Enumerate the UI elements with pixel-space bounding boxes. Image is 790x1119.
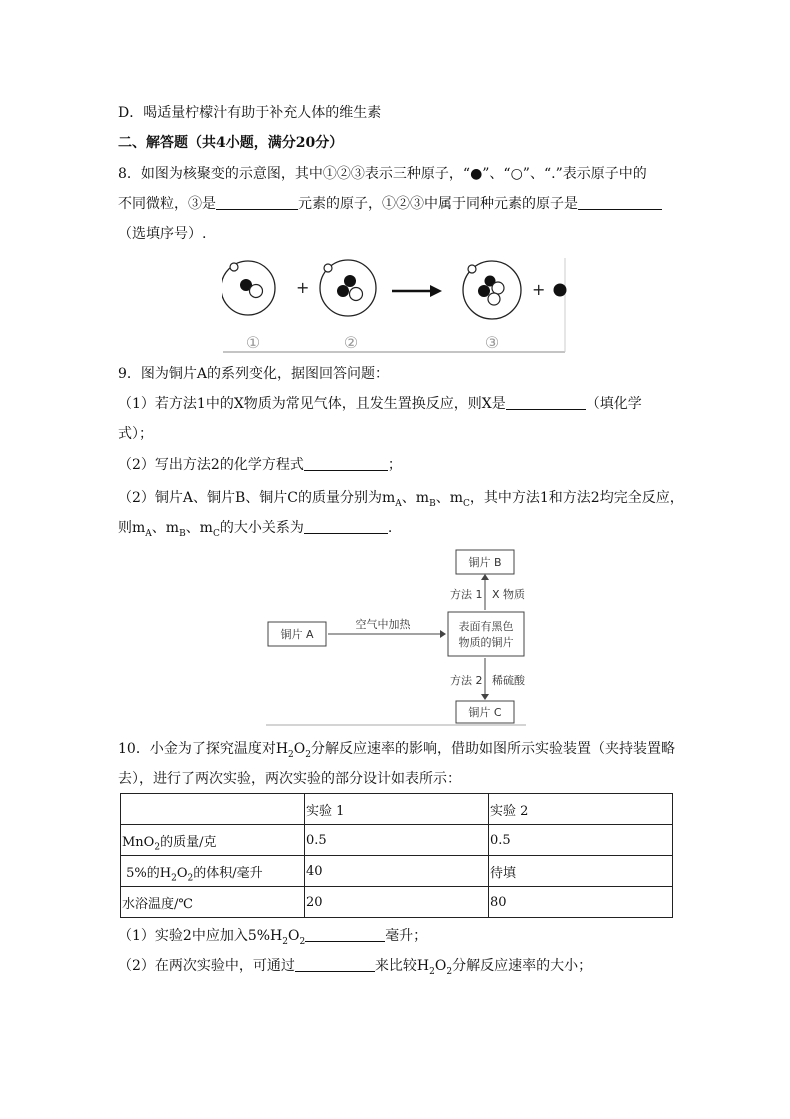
row-label-temp: 水浴温度/℃ (121, 887, 305, 918)
q10-sub2: （2）在两次实验中，可通过 来比较$H_2O_2$分解反应速率的大小； (118, 958, 593, 977)
label-3: ③ (484, 333, 500, 352)
atom-2 (320, 260, 376, 316)
row-label-h2o2: 5%的$H_2O_2$的体积/毫升 (121, 856, 305, 887)
section-title: 二、解答题（共4小题，满分20分） (118, 135, 344, 151)
table-row (121, 856, 673, 887)
q10-blank-1[interactable] (305, 926, 385, 942)
q10-line1: 10．小金为了探究温度对$H_2O_2$分解反应速率的影响，借助如图所示实验装置（夹持装置略 (118, 741, 675, 760)
label-2: ② (343, 333, 359, 352)
neutron-product (554, 284, 567, 297)
svg-text:表面有黑色: 表面有黑色 (458, 620, 514, 633)
q10-blank-2[interactable] (295, 956, 375, 972)
atom-3 (463, 261, 521, 319)
table-cell: 80 (489, 887, 673, 918)
row-label-mno2: MnO$_2$的质量/克 (121, 825, 305, 856)
q9-line3: 式）； (118, 426, 153, 442)
table-header-exp1: 实验 1 (305, 794, 489, 825)
plus-2: + (532, 280, 546, 299)
label-1: ① (245, 333, 261, 352)
q10-line2: 去），进行了两次实验，两次实验的部分设计如表所示： (118, 771, 461, 787)
reagent-label: 稀硫酸 (492, 674, 525, 687)
table-cell: 0.5 (489, 825, 673, 856)
svg-text:铜片 A: 铜片 A (280, 628, 314, 641)
q9-line6: 则$m_A$、$m_B$、$m_C$的大小关系为 . (118, 520, 393, 539)
q9-line4: （2）写出方法2的化学方程式 ； (118, 457, 402, 473)
q9-line5: （2）铜片A、铜片B、铜片C的质量分别为$m_A$、$m_B$、$m_C$，其中方法1和方法2均完全反应， (118, 490, 684, 509)
method2-label: 方法 2 (450, 674, 483, 687)
q9-blank-1[interactable] (506, 394, 586, 410)
q8-blank-2[interactable] (578, 194, 662, 210)
q9-line2: （1）若方法1中的X物质为常见气体，且发生置换反应，则X是 （填化学 (118, 396, 642, 412)
table-cell (121, 794, 305, 825)
atom-1 (222, 261, 275, 315)
x-substance-label: X 物质 (492, 588, 526, 601)
q10-sub1: （1）实验2中应加入$5\%H_2O_2$ 毫升； (118, 928, 428, 947)
q9-blank-3[interactable] (304, 518, 388, 534)
table-row (121, 825, 673, 856)
plus-1: + (296, 278, 310, 297)
table-header-exp2: 实验 2 (489, 794, 673, 825)
method1-label: 方法 1 (450, 588, 483, 601)
table-cell: 0.5 (305, 825, 489, 856)
q9-line1: 9．图为铜片A的系列变化，据图回答问题： (118, 366, 390, 382)
q8-blank-1[interactable] (216, 194, 298, 210)
svg-text:铜片 B: 铜片 B (468, 556, 502, 569)
q8-line2: 不同微粒，③是 元素的原子，①②③中属于同种元素的原子是 (118, 194, 662, 214)
table-cell: 20 (305, 887, 489, 918)
q9-blank-2[interactable] (304, 455, 388, 471)
center-box (448, 612, 524, 656)
q8-line3: （选填序号）. (118, 226, 207, 242)
experiment-table (120, 793, 673, 918)
q8-line1: 8．如图为核聚变的示意图，其中①②③表示三种原子，“●”、“○”、“.”表示原子中的 (118, 166, 647, 182)
fusion-diagram (222, 258, 567, 354)
copper-diagram (266, 546, 526, 728)
svg-text:物质的铜片: 物质的铜片 (458, 636, 514, 649)
table-row (121, 887, 673, 918)
heat-label: 空气中加热 (355, 618, 411, 631)
table-cell: 待填 (489, 856, 673, 887)
table-row (121, 794, 673, 825)
svg-text:铜片 C: 铜片 C (468, 706, 502, 719)
table-cell: 40 (305, 856, 489, 887)
option-d: D．喝适量柠檬汁有助于补充人体的维生素 (118, 105, 382, 121)
